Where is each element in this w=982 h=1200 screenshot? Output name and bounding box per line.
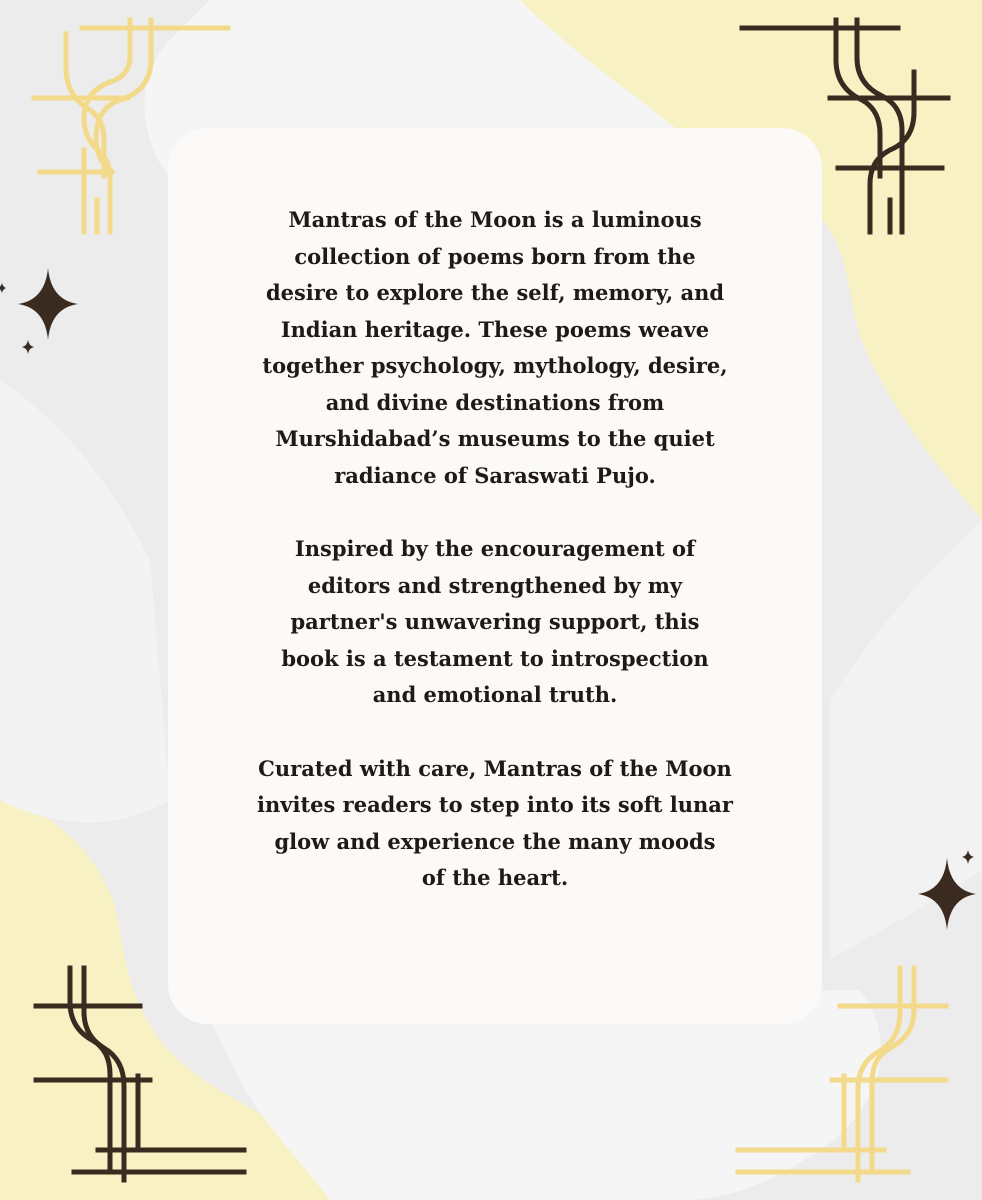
paragraph-invitation: Curated with care, Mantras of the Moon invites readers to step into its soft lunar glow and experience the many moods of the heart. bbox=[257, 755, 733, 890]
paragraph-intro: Mantras of the Moon is a luminous collection of poems born from the desire to explore the self, memory, and Indian heritage. These poems weave together psychology, mythology, desire, and divine destinations from Murshidabad’s museums to the quiet radiance of Saraswati Pujo. bbox=[262, 207, 728, 488]
description-text bbox=[168, 202, 822, 897]
text-card bbox=[168, 128, 822, 1024]
paragraph-inspiration: Inspired by the encouragement of editors and strengthened by my partner's unwavering support, this book is a testament to introspection and emotional truth. bbox=[281, 536, 709, 707]
